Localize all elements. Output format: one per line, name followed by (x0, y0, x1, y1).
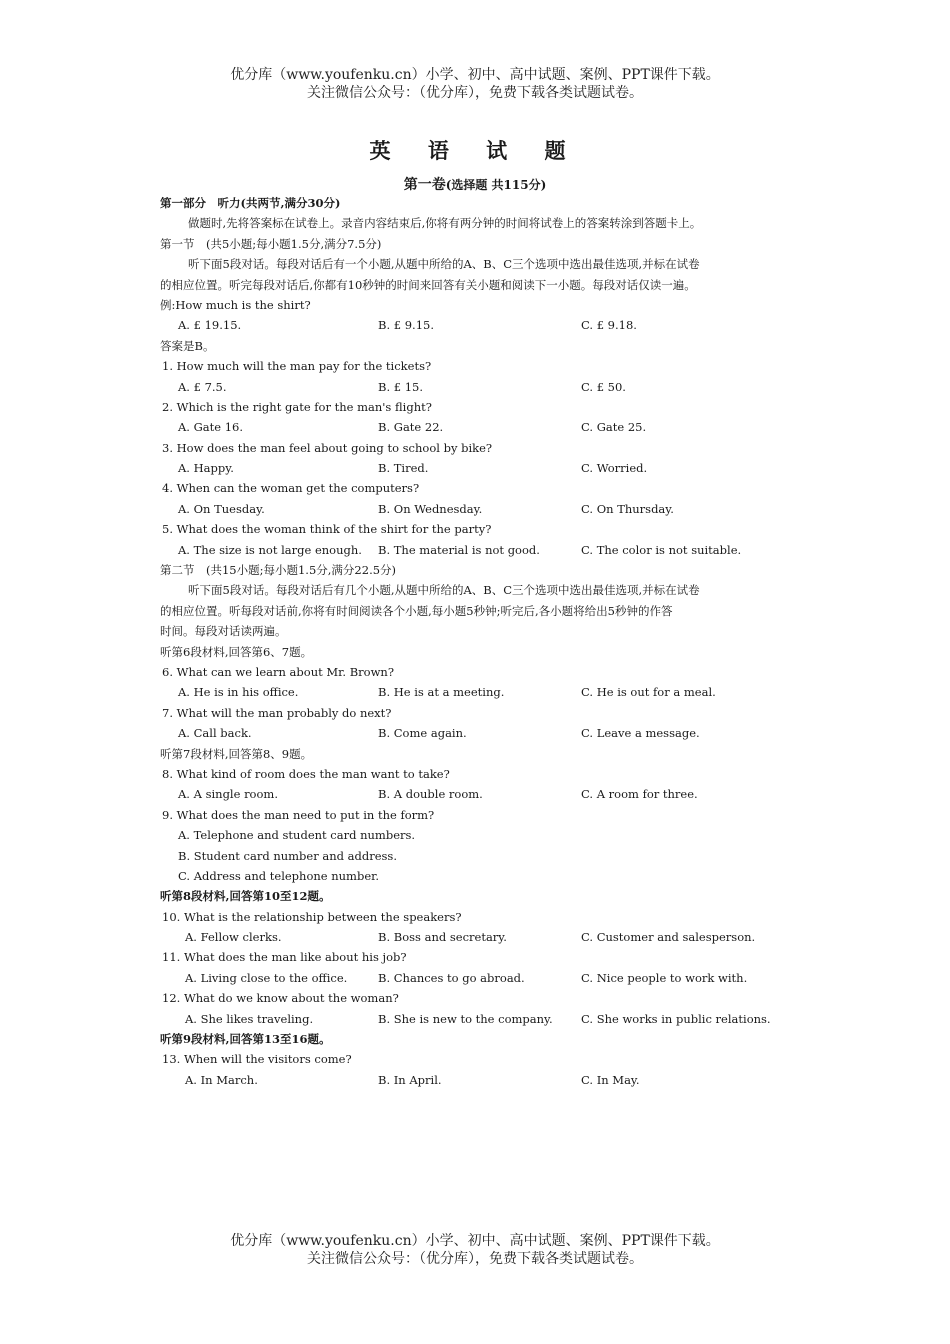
question-10: 10. What is the relationship between the speakers? (162, 909, 462, 924)
question-9-option-b: B. Student card number and address. (178, 848, 397, 863)
option-a: A. She likes traveling. (185, 1011, 314, 1026)
option-a: A. The size is not large enough. (178, 542, 362, 557)
question-6: 6. What can we learn about Mr. Brown? (162, 664, 394, 679)
option-b: B. A double room. (378, 787, 483, 802)
question-12: 12. What do we know about the woman? (162, 991, 399, 1006)
exam-content (160, 193, 820, 1090)
option-a: A. Call back. (178, 726, 252, 741)
option-c: C. He is out for a meal. (581, 685, 716, 700)
option-b: B. Come again. (378, 726, 467, 741)
section2-heading: 第二节 (共15小题;每小题1.5分,满分22.5分) (160, 563, 397, 578)
option-b: B. The material is not good. (378, 542, 540, 557)
option-c: C. A room for three. (581, 787, 698, 802)
section1-instruction-2: 的相应位置。听完每段对话后,你都有10秒钟的时间来回答有关小题和阅读下一小题。每段对话仅读一遍。 (160, 277, 696, 292)
option-b: B. In April. (378, 1072, 442, 1087)
question-12-options (160, 1009, 820, 1029)
option-c: C. Leave a message. (581, 726, 700, 741)
volume-heading (0, 174, 950, 194)
option-a: A. In March. (185, 1072, 258, 1087)
volume-main: 第一卷 (403, 177, 446, 193)
option-c: C. £ 50. (581, 379, 626, 394)
option-a: A. He is in his office. (178, 685, 299, 700)
material-7-heading: 听第7段材料,回答第8、9题。 (160, 746, 313, 761)
footer-line-2: 关注微信公众号：（优分库），免费下载各类试题试卷。 (307, 1251, 643, 1267)
question-9-option-c: C. Address and telephone number. (178, 868, 380, 883)
material-9-heading: 听第9段材料,回答第13至16题。 (160, 1032, 331, 1047)
question-9-option-a: A. Telephone and student card numbers. (178, 828, 416, 843)
header-line-1: 优分库（www.youfenku.cn）小学、初中、高中试题、案例、PPT课件下载。 (230, 67, 720, 83)
section2-instruction-3: 时间。每段对话读两遍。 (160, 624, 287, 639)
question-2: 2. Which is the right gate for the man's flight? (162, 399, 432, 414)
exam-title: 英 语 试 题 (369, 138, 581, 163)
section2-instruction-1: 听下面5段对话。每段对话后有几个小题,从题中所给的A、B、C三个选项中选出最佳选项,并标在试卷 (188, 583, 700, 598)
volume-sub: (选择题 共115分) (445, 178, 547, 192)
section1-instruction-1: 听下面5段对话。每段对话后有一个小题,从题中所给的A、B、C三个选项中选出最佳选项,并标在试卷 (188, 257, 700, 272)
option-c: C. Gate 25. (581, 420, 647, 435)
question-6-options (160, 682, 820, 702)
header-line-2: 关注微信公众号：（优分库），免费下载各类试题试卷。 (307, 85, 643, 101)
option-b: B. Boss and secretary. (378, 930, 507, 945)
page-footer (0, 1232, 950, 1268)
option-a: A. Gate 16. (178, 420, 244, 435)
question-1: 1. How much will the man pay for the tickets? (162, 359, 432, 374)
option-a: A. Fellow clerks. (185, 930, 282, 945)
section2-instruction-2: 的相应位置。听每段对话前,你将有时间阅读各个小题,每小题5秒钟;听完后,各小题将给出5秒钟的作答 (160, 603, 673, 618)
material-8-heading: 听第8段材料,回答第10至12题。 (160, 889, 331, 904)
question-10-options (160, 927, 820, 947)
option-b: B. On Wednesday. (378, 501, 483, 516)
option-b: B. Chances to go abroad. (378, 970, 525, 985)
question-4: 4. When can the woman get the computers? (162, 481, 420, 496)
part1-instruction: 做题时,先将答案标在试卷上。录音内容结束后,你将有两分钟的时间将试卷上的答案转涂到答题卡上。 (188, 216, 702, 231)
option-a: A. £ 19.15. (178, 318, 242, 333)
question-7-options (160, 723, 820, 743)
option-b: B. Gate 22. (378, 420, 444, 435)
option-a: A. Happy. (178, 461, 234, 476)
question-13-options (160, 1070, 820, 1090)
option-a: A. £ 7.5. (178, 379, 227, 394)
question-9: 9. What does the man need to put in the form? (162, 807, 435, 822)
option-c: C. Nice people to work with. (581, 970, 748, 985)
option-b: B. £ 9.15. (378, 318, 434, 333)
option-b: B. £ 15. (378, 379, 424, 394)
question-2-options (160, 417, 820, 437)
option-b: B. He is at a meeting. (378, 685, 505, 700)
question-4-options (160, 499, 820, 519)
question-3: 3. How does the man feel about going to school by bike? (162, 440, 493, 455)
example-question: 例:How much is the shirt? (160, 297, 311, 312)
example-options (160, 315, 820, 335)
question-1-options (160, 377, 820, 397)
option-c: C. The color is not suitable. (581, 542, 742, 557)
part1-heading: 第一部分 听力(共两节,满分30分) (160, 196, 341, 210)
question-7: 7. What will the man probably do next? (162, 705, 392, 720)
example-answer: 答案是B。 (160, 338, 215, 353)
page-header (0, 66, 950, 102)
option-b: B. Tired. (378, 461, 429, 476)
option-c: C. On Thursday. (581, 501, 674, 516)
option-a: A. On Tuesday. (178, 501, 265, 516)
option-b: B. She is new to the company. (378, 1011, 553, 1026)
question-8: 8. What kind of room does the man want to take? (162, 766, 450, 781)
question-3-options (160, 458, 820, 478)
option-c: C. £ 9.18. (581, 318, 637, 333)
option-a: A. Living close to the office. (185, 970, 348, 985)
question-13: 13. When will the visitors come? (162, 1052, 352, 1067)
question-5: 5. What does the woman think of the shirt for the party? (162, 522, 492, 537)
option-a: A. A single room. (178, 787, 278, 802)
option-c: C. She works in public relations. (581, 1011, 771, 1026)
footer-line-1: 优分库（www.youfenku.cn）小学、初中、高中试题、案例、PPT课件下载。 (230, 1233, 720, 1249)
question-11-options (160, 968, 820, 988)
question-11: 11. What does the man like about his job? (162, 950, 407, 965)
material-6-heading: 听第6段材料,回答第6、7题。 (160, 644, 313, 659)
option-c: C. Customer and salesperson. (581, 930, 756, 945)
option-c: C. In May. (581, 1072, 640, 1087)
question-5-options (160, 540, 820, 560)
section1-heading: 第一节 (共5小题;每小题1.5分,满分7.5分) (160, 236, 382, 251)
question-8-options (160, 784, 820, 804)
option-c: C. Worried. (581, 461, 648, 476)
